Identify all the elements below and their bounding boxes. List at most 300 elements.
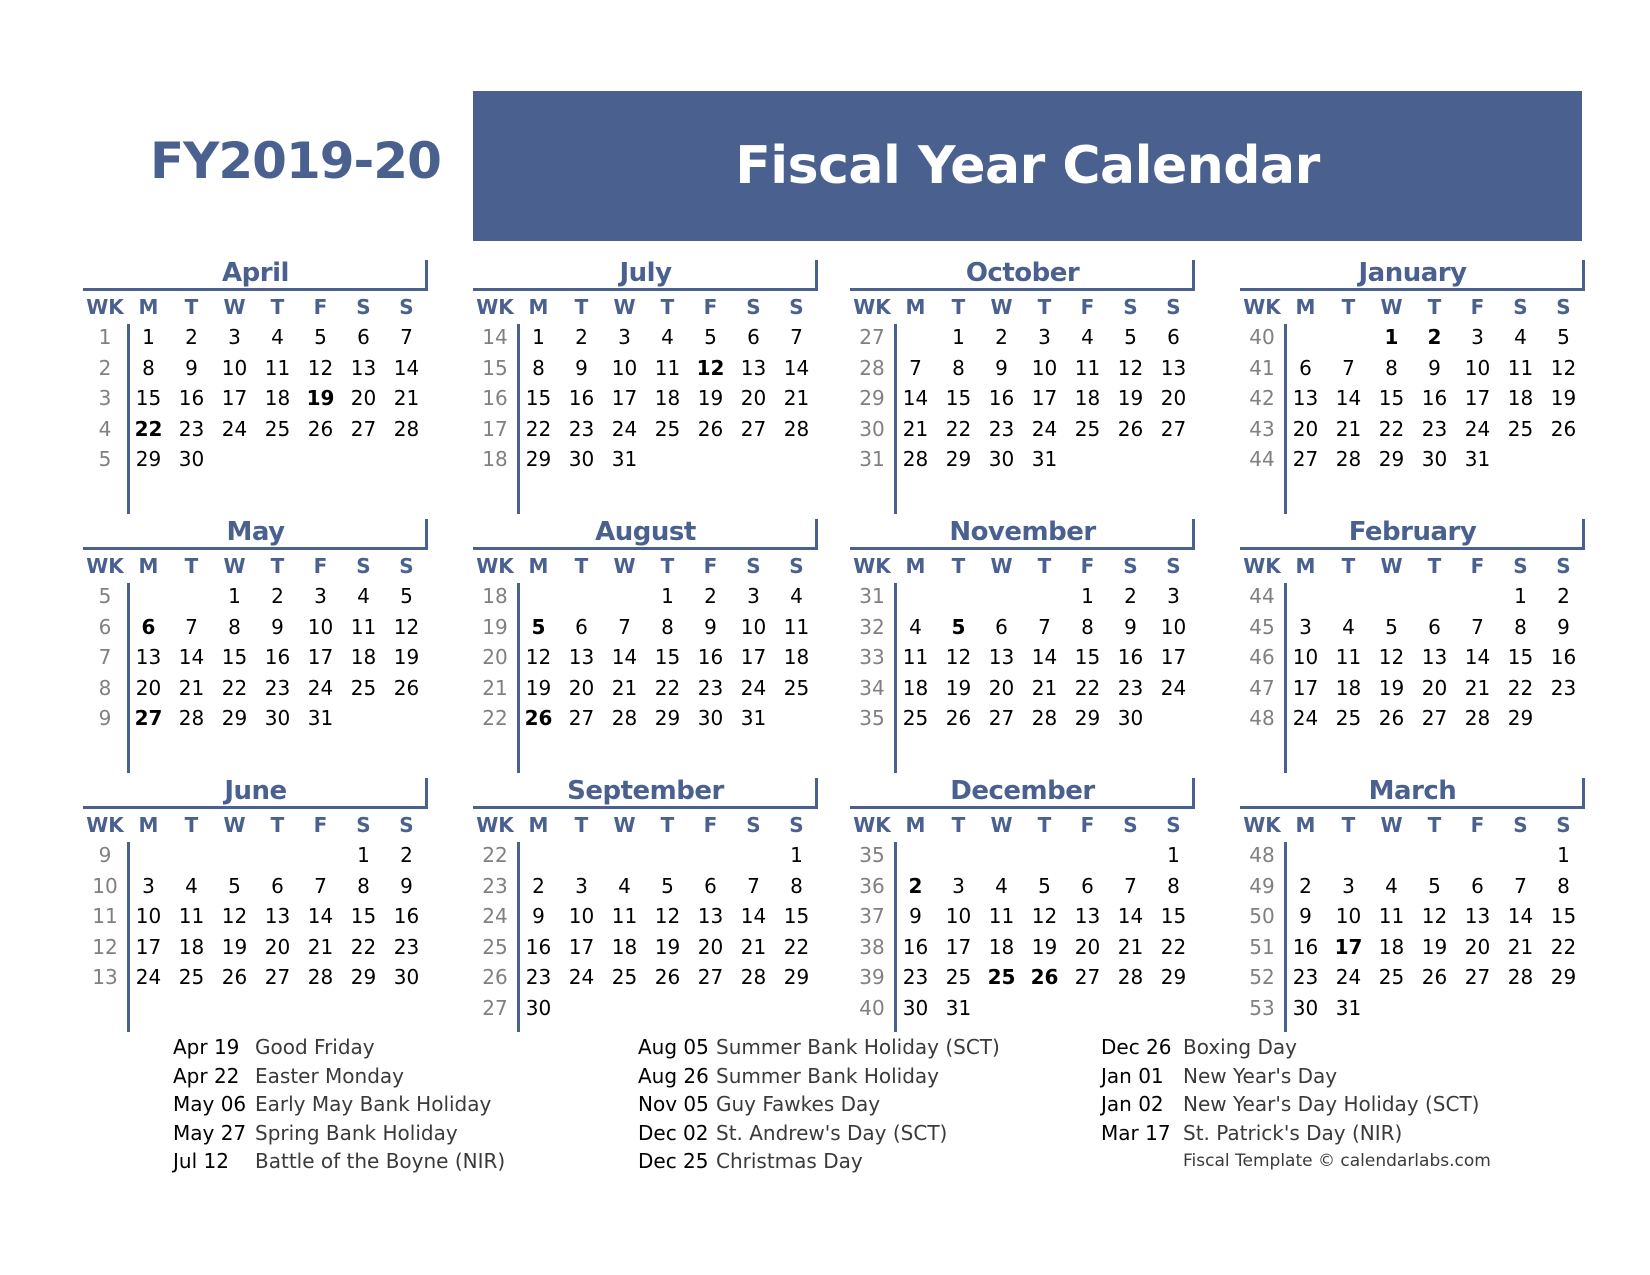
holiday-date: Mar 17 xyxy=(1101,1120,1171,1145)
day-cell: 7 xyxy=(400,325,413,349)
week-number: 29 xyxy=(859,386,885,410)
day-cell xyxy=(299,840,342,871)
weekday-header xyxy=(850,294,1195,320)
day-cell: 11 xyxy=(783,614,810,639)
weekday-label: T xyxy=(574,813,589,837)
fiscal-year-label: FY2019-20 xyxy=(150,132,441,190)
day-cell xyxy=(213,734,256,765)
day-cell: 10 xyxy=(568,904,595,928)
week-number: 2 xyxy=(98,355,112,380)
week-number: 47 xyxy=(1249,675,1275,700)
week-row xyxy=(473,581,818,612)
day-cell xyxy=(1327,734,1370,765)
day-cell: 25 xyxy=(1074,416,1101,441)
weekday-label: M xyxy=(905,554,926,578)
day-cell: 21 xyxy=(611,675,638,700)
day-cell xyxy=(517,840,560,871)
day-cell: 17 xyxy=(135,934,162,959)
day-cell: 12 xyxy=(393,614,420,639)
day-cell: 30 xyxy=(1117,706,1144,730)
day-cell: 14 xyxy=(902,386,929,410)
week-number: 31 xyxy=(859,447,885,471)
week-row xyxy=(83,444,428,475)
week-row xyxy=(1240,871,1585,902)
day-cell: 1 xyxy=(357,843,370,867)
day-cell: 29 xyxy=(1507,706,1534,730)
week-row xyxy=(83,642,428,673)
day-cell: 19 xyxy=(1031,934,1058,959)
day-cell: 29 xyxy=(1160,965,1187,989)
week-row xyxy=(850,962,1195,993)
day-cell xyxy=(603,993,646,1024)
week-row xyxy=(473,612,818,643)
week-row xyxy=(850,673,1195,704)
day-cell: 2 xyxy=(704,584,717,608)
month-name: April xyxy=(222,258,289,288)
day-cell xyxy=(775,734,818,765)
day-cell: 30 xyxy=(902,995,929,1020)
week-row xyxy=(83,993,428,1024)
week-number: 20 xyxy=(482,645,508,669)
day-cell: 5 xyxy=(1124,325,1137,349)
week-row xyxy=(83,901,428,932)
day-cell xyxy=(980,840,1023,871)
weekday-label: T xyxy=(1037,295,1052,319)
day-cell xyxy=(1413,475,1456,506)
holiday-date: Dec 02 xyxy=(638,1120,709,1145)
day-cell: 7 xyxy=(1514,873,1527,898)
day-cell: 17 xyxy=(1464,386,1491,410)
week-row xyxy=(83,581,428,612)
week-row xyxy=(83,414,428,445)
weekday-label: T xyxy=(1341,295,1356,319)
day-cell: 27 xyxy=(1160,416,1187,441)
week-number: 32 xyxy=(859,614,885,639)
day-cell: 23 xyxy=(697,675,724,700)
day-cell xyxy=(127,993,170,1024)
day-cell xyxy=(385,703,428,734)
day-cell: 2 xyxy=(400,843,413,867)
day-cell: 1 xyxy=(661,584,674,608)
holiday-entry xyxy=(1101,1033,1491,1062)
week-number: 16 xyxy=(482,386,508,410)
week-number xyxy=(83,734,127,765)
week-row xyxy=(83,962,428,993)
weekday-label: W xyxy=(223,813,246,837)
week-row xyxy=(473,444,818,475)
holiday-day-cell: 26 xyxy=(1030,965,1059,989)
day-cell xyxy=(1413,581,1456,612)
day-cell: 3 xyxy=(228,325,241,349)
day-cell: 27 xyxy=(568,706,595,730)
day-cell: 1 xyxy=(228,584,241,608)
day-cell: 1 xyxy=(1557,843,1570,867)
day-cell: 30 xyxy=(525,995,552,1020)
day-cell: 15 xyxy=(1378,386,1405,410)
week-row xyxy=(1240,475,1585,506)
week-number-header: WK xyxy=(853,813,891,837)
day-cell: 9 xyxy=(575,355,588,380)
day-cell xyxy=(1499,444,1542,475)
day-cell: 28 xyxy=(393,416,420,441)
weekday-label: M xyxy=(138,813,159,837)
holiday-entry xyxy=(638,1033,1000,1062)
week-row xyxy=(850,444,1195,475)
day-cell: 3 xyxy=(952,873,965,898)
day-cell: 6 xyxy=(271,873,284,898)
day-cell xyxy=(1284,840,1327,871)
day-cell: 20 xyxy=(568,675,595,700)
week-row xyxy=(473,353,818,384)
week-row xyxy=(1240,962,1585,993)
week-row xyxy=(850,932,1195,963)
day-grid xyxy=(1240,322,1585,505)
day-cell xyxy=(170,734,213,765)
weekday-label: F xyxy=(313,554,328,578)
day-cell: 19 xyxy=(697,386,724,410)
day-cell: 28 xyxy=(740,965,767,989)
day-cell xyxy=(1109,475,1152,506)
weekday-label: T xyxy=(1341,813,1356,837)
day-cell xyxy=(256,475,299,506)
day-cell: 3 xyxy=(142,873,155,898)
day-cell xyxy=(1284,734,1327,765)
week-number: 33 xyxy=(859,645,885,669)
day-cell: 4 xyxy=(790,584,803,608)
week-row xyxy=(83,383,428,414)
day-cell xyxy=(170,840,213,871)
day-cell: 5 xyxy=(1385,614,1398,639)
week-number: 26 xyxy=(482,965,508,989)
day-cell: 26 xyxy=(697,416,724,441)
day-cell xyxy=(1152,993,1195,1024)
day-cell xyxy=(1456,475,1499,506)
week-number: 13 xyxy=(92,965,118,989)
week-number: 42 xyxy=(1249,386,1275,410)
weekday-label: S xyxy=(399,554,414,578)
day-cell: 8 xyxy=(1385,355,1398,380)
weekday-label: S xyxy=(1166,554,1181,578)
week-number: 22 xyxy=(482,843,508,867)
day-cell: 1 xyxy=(142,325,155,349)
holiday-name: Summer Bank Holiday xyxy=(716,1063,939,1088)
day-cell xyxy=(1499,840,1542,871)
day-cell: 12 xyxy=(945,645,972,669)
day-cell: 28 xyxy=(1507,965,1534,989)
day-cell xyxy=(894,475,937,506)
day-cell: 19 xyxy=(1550,386,1577,410)
day-cell xyxy=(560,734,603,765)
day-cell: 23 xyxy=(264,675,291,700)
day-cell: 23 xyxy=(902,965,929,989)
day-cell: 3 xyxy=(1167,584,1180,608)
week-number: 52 xyxy=(1249,965,1275,989)
week-row xyxy=(1240,383,1585,414)
week-number: 27 xyxy=(859,325,885,349)
week-row xyxy=(473,901,818,932)
month-name: February xyxy=(1348,517,1477,547)
day-cell: 12 xyxy=(307,355,334,380)
day-cell: 5 xyxy=(661,873,674,898)
weekday-label: T xyxy=(951,813,966,837)
month-divider-tick xyxy=(815,519,818,549)
day-cell: 13 xyxy=(350,355,377,380)
day-cell: 9 xyxy=(704,614,717,639)
weekday-label: T xyxy=(574,554,589,578)
week-row xyxy=(1240,612,1585,643)
day-cell: 25 xyxy=(264,416,291,441)
month-divider xyxy=(473,806,818,809)
day-cell: 2 xyxy=(995,325,1008,349)
day-cell: 4 xyxy=(185,873,198,898)
week-row xyxy=(850,322,1195,353)
week-number xyxy=(1240,734,1284,765)
day-cell xyxy=(646,444,689,475)
holiday-entry xyxy=(173,1147,505,1176)
day-cell: 10 xyxy=(1292,645,1319,669)
day-cell: 13 xyxy=(1421,645,1448,669)
day-cell: 24 xyxy=(307,675,334,700)
title-banner xyxy=(473,91,1582,241)
day-cell: 23 xyxy=(178,416,205,441)
week-number: 18 xyxy=(482,584,508,608)
week-row xyxy=(850,414,1195,445)
day-cell xyxy=(1284,475,1327,506)
day-cell: 29 xyxy=(1378,447,1405,471)
day-cell: 14 xyxy=(1031,645,1058,669)
day-cell xyxy=(256,444,299,475)
day-cell: 22 xyxy=(1074,675,1101,700)
day-cell: 14 xyxy=(1335,386,1362,410)
week-row xyxy=(850,383,1195,414)
day-cell xyxy=(560,475,603,506)
week-row xyxy=(83,322,428,353)
weekday-label: M xyxy=(528,813,549,837)
day-cell: 25 xyxy=(350,675,377,700)
day-cell xyxy=(342,475,385,506)
day-cell: 13 xyxy=(1074,904,1101,928)
day-cell: 8 xyxy=(661,614,674,639)
week-number xyxy=(473,734,517,765)
day-cell: 29 xyxy=(945,447,972,471)
week-row xyxy=(1240,673,1585,704)
week-row xyxy=(83,703,428,734)
day-cell: 4 xyxy=(661,325,674,349)
day-cell: 22 xyxy=(945,416,972,441)
weekday-label: W xyxy=(1380,554,1403,578)
day-cell xyxy=(517,475,560,506)
day-cell: 8 xyxy=(1514,614,1527,639)
month-name: December xyxy=(950,776,1095,806)
week-number: 5 xyxy=(98,584,112,608)
day-cell: 5 xyxy=(228,873,241,898)
day-cell xyxy=(1413,993,1456,1024)
week-number: 10 xyxy=(92,873,118,898)
day-cell: 24 xyxy=(1335,965,1362,989)
weekday-label: M xyxy=(1295,295,1316,319)
day-cell: 20 xyxy=(697,934,724,959)
day-cell: 21 xyxy=(1117,934,1144,959)
day-cell xyxy=(1456,840,1499,871)
day-cell: 4 xyxy=(1385,873,1398,898)
day-cell: 7 xyxy=(790,325,803,349)
day-cell: 11 xyxy=(264,355,291,380)
week-number-header: WK xyxy=(86,813,124,837)
day-cell: 3 xyxy=(1299,614,1312,639)
day-cell xyxy=(1370,475,1413,506)
weekday-label: F xyxy=(1470,813,1485,837)
day-cell: 25 xyxy=(1335,706,1362,730)
day-cell: 20 xyxy=(350,386,377,410)
week-row xyxy=(473,642,818,673)
day-cell: 18 xyxy=(1378,934,1405,959)
day-cell xyxy=(894,840,937,871)
day-cell: 31 xyxy=(611,447,638,471)
holiday-list-1 xyxy=(173,1033,505,1176)
day-cell xyxy=(980,993,1023,1024)
day-cell xyxy=(127,734,170,765)
day-cell xyxy=(256,840,299,871)
day-cell: 21 xyxy=(393,386,420,410)
day-cell: 4 xyxy=(618,873,631,898)
day-cell: 15 xyxy=(525,386,552,410)
week-number: 40 xyxy=(859,995,885,1020)
week-number-header: WK xyxy=(86,295,124,319)
day-cell: 2 xyxy=(532,873,545,898)
day-cell: 16 xyxy=(697,645,724,669)
holiday-name: Guy Fawkes Day xyxy=(716,1092,881,1116)
day-cell xyxy=(1066,993,1109,1024)
day-cell: 6 xyxy=(1081,873,1094,898)
day-cell: 25 xyxy=(1507,416,1534,441)
week-number: 14 xyxy=(482,325,508,349)
month-divider xyxy=(473,547,818,550)
week-number: 1 xyxy=(98,325,112,349)
day-cell: 6 xyxy=(1471,873,1484,898)
day-cell: 6 xyxy=(1167,325,1180,349)
day-cell: 20 xyxy=(1160,386,1187,410)
week-number: 31 xyxy=(859,584,885,608)
week-row xyxy=(850,353,1195,384)
day-cell: 22 xyxy=(221,675,248,700)
day-cell xyxy=(894,734,937,765)
week-number: 39 xyxy=(859,965,885,989)
week-number-header: WK xyxy=(476,554,514,578)
day-cell: 10 xyxy=(740,614,767,639)
weekday-header xyxy=(850,553,1195,579)
day-cell: 14 xyxy=(178,645,205,669)
month-name: October xyxy=(965,258,1080,288)
day-cell: 21 xyxy=(307,934,334,959)
weekday-label: F xyxy=(1080,295,1095,319)
weekday-header xyxy=(1240,553,1585,579)
day-cell: 4 xyxy=(1081,325,1094,349)
day-cell: 14 xyxy=(1507,904,1534,928)
holiday-entry xyxy=(173,1033,505,1062)
day-cell: 6 xyxy=(575,614,588,639)
week-number: 51 xyxy=(1249,934,1275,959)
week-number xyxy=(850,475,894,506)
day-cell: 1 xyxy=(1167,843,1180,867)
day-cell: 12 xyxy=(654,904,681,928)
day-cell: 7 xyxy=(1038,614,1051,639)
weekday-label: T xyxy=(1037,554,1052,578)
month-divider-tick xyxy=(425,519,428,549)
day-cell: 9 xyxy=(1428,355,1441,380)
day-cell xyxy=(1542,734,1585,765)
day-cell xyxy=(342,993,385,1024)
weekday-label: F xyxy=(313,295,328,319)
day-cell: 12 xyxy=(221,904,248,928)
day-cell: 21 xyxy=(178,675,205,700)
day-cell: 18 xyxy=(783,645,810,669)
week-row xyxy=(1240,734,1585,765)
day-cell: 4 xyxy=(1514,325,1527,349)
day-cell: 3 xyxy=(575,873,588,898)
month-name: August xyxy=(595,517,696,547)
month-divider xyxy=(83,547,428,550)
day-cell: 15 xyxy=(350,904,377,928)
day-cell: 8 xyxy=(228,614,241,639)
weekday-label: W xyxy=(990,813,1013,837)
day-cell: 6 xyxy=(704,873,717,898)
day-cell xyxy=(127,840,170,871)
day-cell: 5 xyxy=(1428,873,1441,898)
holiday-date: Apr 19 xyxy=(173,1035,240,1059)
day-grid xyxy=(850,322,1195,505)
day-cell xyxy=(980,581,1023,612)
day-cell: 15 xyxy=(1507,645,1534,669)
week-row xyxy=(83,673,428,704)
day-cell xyxy=(1327,322,1370,353)
day-cell xyxy=(170,581,213,612)
day-cell: 15 xyxy=(1550,904,1577,928)
day-cell: 12 xyxy=(1421,904,1448,928)
day-cell: 24 xyxy=(221,416,248,441)
day-cell xyxy=(689,444,732,475)
month-divider xyxy=(83,806,428,809)
day-cell: 25 xyxy=(783,675,810,700)
day-cell: 18 xyxy=(611,934,638,959)
day-cell: 19 xyxy=(1421,934,1448,959)
holiday-date: Aug 05 xyxy=(638,1035,709,1059)
day-cell: 20 xyxy=(1292,416,1319,441)
day-cell xyxy=(689,734,732,765)
day-cell: 14 xyxy=(611,645,638,669)
day-cell xyxy=(980,475,1023,506)
weekday-label: W xyxy=(613,813,636,837)
day-cell xyxy=(256,734,299,765)
day-cell: 26 xyxy=(945,706,972,730)
day-cell: 31 xyxy=(740,706,767,730)
day-cell xyxy=(732,444,775,475)
day-cell: 19 xyxy=(654,934,681,959)
holiday-entry xyxy=(638,1062,1000,1091)
day-cell: 13 xyxy=(568,645,595,669)
day-cell: 31 xyxy=(1031,447,1058,471)
week-number: 49 xyxy=(1249,873,1275,898)
day-grid xyxy=(473,581,818,764)
day-cell xyxy=(1152,703,1195,734)
day-cell: 13 xyxy=(1292,386,1319,410)
day-cell: 16 xyxy=(525,934,552,959)
day-cell: 15 xyxy=(1160,904,1187,928)
day-cell: 23 xyxy=(1292,965,1319,989)
day-cell xyxy=(1023,840,1066,871)
day-cell xyxy=(1499,475,1542,506)
day-cell xyxy=(1456,581,1499,612)
month-divider-tick xyxy=(815,260,818,290)
